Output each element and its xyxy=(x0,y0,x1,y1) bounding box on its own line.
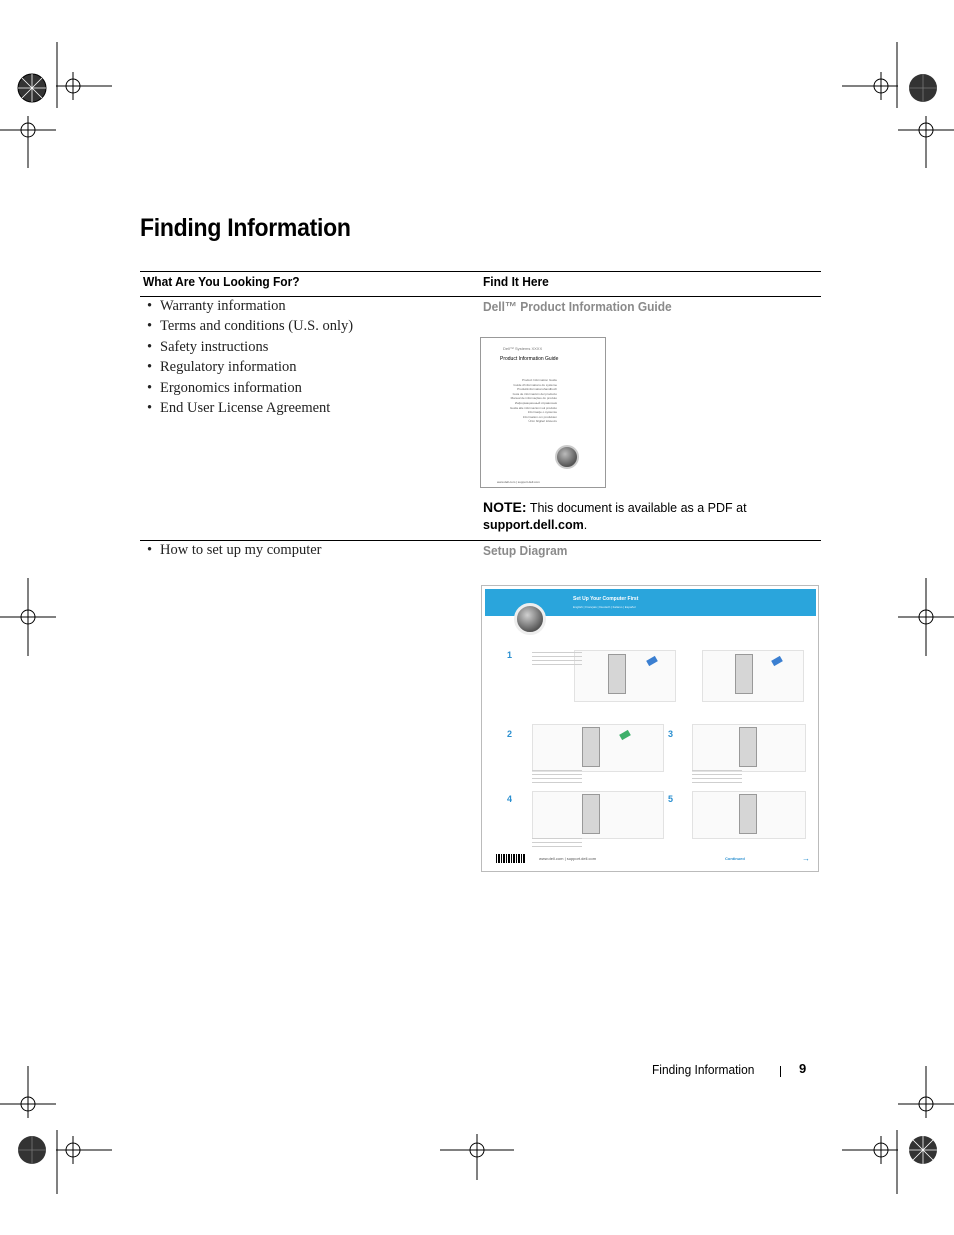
list-item: • Ergonomics information xyxy=(147,379,302,396)
step1b-panel xyxy=(702,650,804,702)
dell-logo-icon xyxy=(555,445,579,469)
product-information-guide-thumbnail xyxy=(480,337,606,488)
computer-tower-icon xyxy=(739,727,757,767)
row1-items-list xyxy=(147,296,353,418)
guide-title-label: Product Information Guide xyxy=(500,356,559,362)
fine-print-block xyxy=(532,652,582,668)
page-title: Finding Information xyxy=(140,214,351,242)
note-label: NOTE: xyxy=(483,499,527,515)
step-number: 5 xyxy=(668,794,674,804)
registration-mark-bottom-left-target xyxy=(16,1134,48,1166)
dell-logo-icon xyxy=(514,603,546,635)
page-number: 9 xyxy=(799,1061,807,1076)
registration-mark-bottom-right-target xyxy=(907,1134,939,1166)
setup-diagram-continued: Continued xyxy=(725,856,745,861)
list-item: • Safety instructions xyxy=(147,338,269,355)
computer-tower-icon xyxy=(608,654,626,694)
crosshair-mark-right-middle xyxy=(898,578,954,656)
guide-system-label: Dell™ Systems XXXX xyxy=(503,346,543,351)
setup-diagram-thumbnail xyxy=(481,585,819,872)
footer-separator xyxy=(780,1066,781,1077)
list-item: • Terms and conditions (U.S. only) xyxy=(147,318,354,335)
list-item: • How to set up my computer xyxy=(147,542,322,558)
step-number: 3 xyxy=(668,729,674,739)
crosshair-mark-top-right xyxy=(842,42,898,128)
crosshair-mark-right-upper xyxy=(898,110,954,168)
crosshair-mark-left-lower xyxy=(0,1066,56,1124)
step-number: 2 xyxy=(507,729,513,739)
note-text: This document is available as a PDF at xyxy=(529,501,747,515)
registration-mark-top-left-target xyxy=(16,72,48,104)
setup-diagram-languages: English | Français | Deutsch | Italiano | Español xyxy=(573,605,636,609)
fine-print-block xyxy=(532,838,582,848)
guide-footer-url: www.dell.com | support.dell.com xyxy=(497,480,540,484)
barcode-icon xyxy=(496,854,526,863)
list-item: • Regulatory information xyxy=(147,359,297,376)
arrow-right-icon: → xyxy=(802,854,810,863)
list-item: • Warranty information xyxy=(147,298,286,314)
step-number: 4 xyxy=(507,794,513,804)
registration-mark-top-right-target xyxy=(907,72,939,104)
crosshair-mark-top-left xyxy=(56,42,112,128)
computer-tower-icon xyxy=(735,654,753,694)
column-header-looking-for: What Are You Looking For? xyxy=(143,274,300,289)
step-number: 1 xyxy=(507,650,513,660)
setup-diagram-heading: Set Up Your Computer First xyxy=(573,596,639,602)
crosshair-mark-left-middle xyxy=(0,578,56,656)
crosshair-mark-right-lower xyxy=(898,1066,954,1124)
row2-items-list xyxy=(147,540,322,560)
guide-language-list: Product Information Guide Guide d'informations du système Produktinformationshandbuch Guía de información del producto Manual de informações do produto Информационный справочник Guida alle informazioni sul prodotto Informacje o systemie Information om produkten Ürün bilgileri kılavuzu xyxy=(509,378,557,424)
fine-print-block xyxy=(692,770,742,786)
column-header-find-it-here: Find It Here xyxy=(483,274,549,289)
note-paragraph: NOTE: This document is available as a PDF at support.dell.com. xyxy=(483,499,747,532)
support-link[interactable]: support.dell.com xyxy=(483,518,584,532)
crosshair-mark-bottom-right xyxy=(842,1110,898,1194)
computer-tower-icon xyxy=(739,794,757,834)
fine-print-block xyxy=(532,770,582,786)
setup-diagram-title: Setup Diagram xyxy=(483,543,568,558)
product-information-guide-title: Dell™ Product Information Guide xyxy=(483,299,672,314)
computer-tower-icon xyxy=(582,794,600,834)
crosshair-mark-left-upper xyxy=(0,110,56,168)
crosshair-mark-bottom-left xyxy=(56,1110,112,1194)
footer-section-label: Finding Information xyxy=(652,1062,755,1077)
setup-diagram-url: www.dell.com | support.dell.com xyxy=(539,856,597,861)
table-top-rule xyxy=(140,271,821,272)
crosshair-mark-bottom-center xyxy=(440,1124,514,1180)
computer-tower-icon xyxy=(582,727,600,767)
list-item: • End User License Agreement xyxy=(147,399,331,416)
